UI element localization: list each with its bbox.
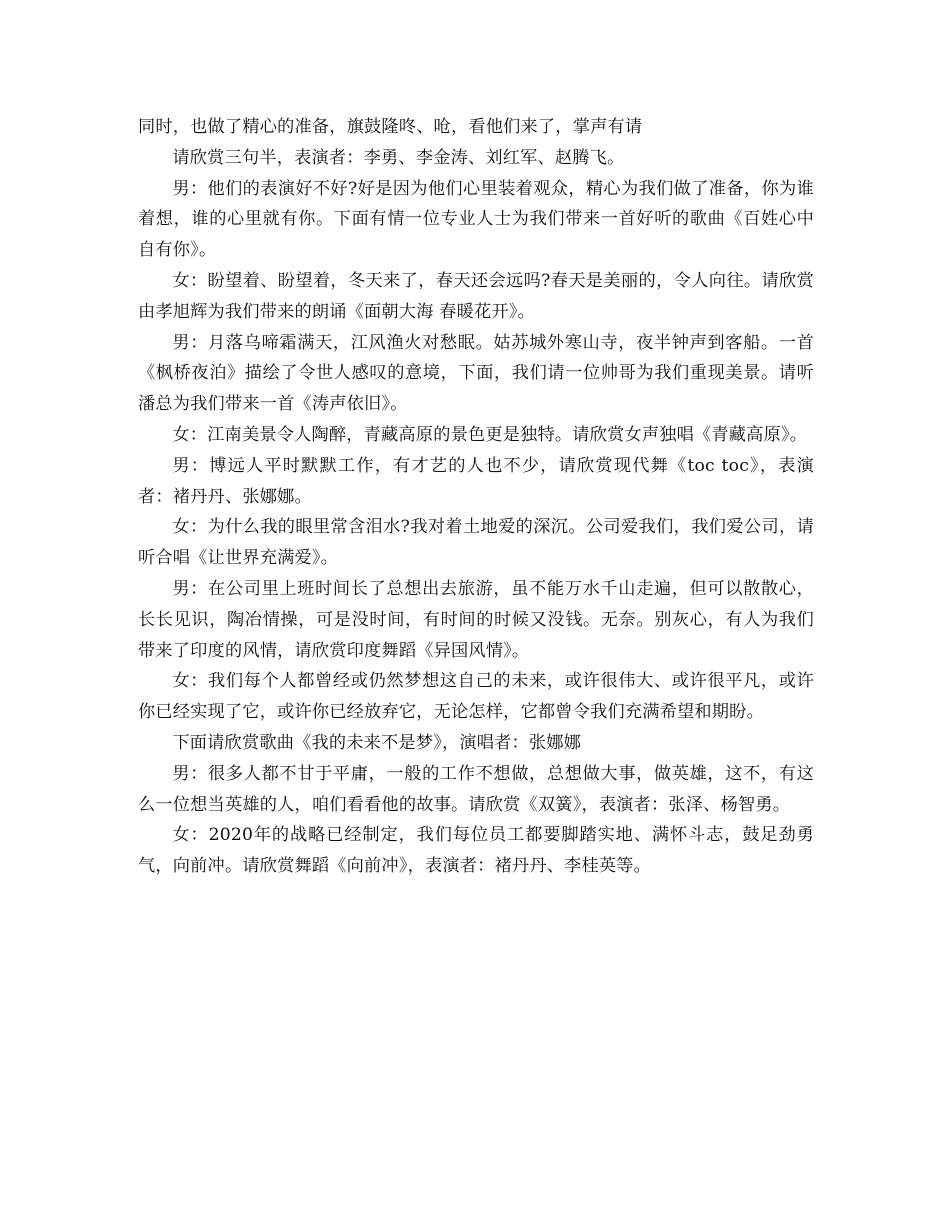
paragraph-sanjuban: 请欣赏三句半，表演者：李勇、李金涛、刘红军、赵腾飞。 [172, 147, 625, 168]
paragraph-female-2: 女：江南美景令人陶醉，青藏高原的景色更是独特。请欣赏女声独唱《青藏高原》。 [172, 424, 808, 445]
document-page [138, 112, 814, 882]
paragraph-female-5: 女：2020年的战略已经制定，我们每位员工都要脚踏实地、满怀斗志，鼓足劲勇气，向前冲。请欣赏舞蹈《向前冲》，表演者：褚丹丹、李桂英等。 [138, 825, 814, 877]
paragraph-female-1: 女：盼望着、盼望着，冬天来了，春天还会远吗?春天是美丽的，令人向往。请欣赏由孝旭辉为我们带来的朗诵《面朝大海 春暖花开》。 [138, 270, 814, 322]
paragraph-male-5: 男：很多人都不甘于平庸，一般的工作不想做，总想做大事，做英雄，这不，有这么一位想当英雄的人，咱们看看他的故事。请欣赏《双簧》，表演者：张泽、杨智勇。 [138, 763, 814, 815]
paragraph-male-2: 男：月落乌啼霜满天，江风渔火对愁眠。姑苏城外寒山寺，夜半钟声到客船。一首《枫桥夜泊》描绘了令世人感叹的意境，下面，我们请一位帅哥为我们重现美景。请听潘总为我们带来一首《涛声依旧》。 [138, 332, 814, 415]
paragraph-female-4: 女：我们每个人都曾经或仍然梦想这自己的未来，或许很伟大、或许很平凡，或许你已经实现了它，或许你已经放弃它，无论怎样，它都曾令我们充满希望和期盼。 [138, 671, 814, 723]
paragraph-continuation: 同时，也做了精心的准备，旗鼓隆咚、呛，看他们来了，掌声有请 [138, 117, 643, 137]
paragraph-male-1: 男：他们的表演好不好?好是因为他们心里装着观众，精心为我们做了准备，你为谁着想，谁的心里就有你。下面有情一位专业人士为我们带来一首好听的歌曲《百姓心中自有你》。 [138, 178, 814, 261]
paragraph-female-3: 女：为什么我的眼里常含泪水?我对着土地爱的深沉。公司爱我们，我们爱公司，请听合唱《让世界充满爱》。 [138, 517, 814, 569]
paragraph-male-3: 男：博远人平时默默工作，有才艺的人也不少，请欣赏现代舞《toc toc》，表演者：褚丹丹、张娜娜。 [138, 455, 814, 507]
paragraph-male-4: 男：在公司里上班时间长了总想出去旅游，虽不能万水千山走遍，但可以散散心，长长见识，陶冶情操，可是没时间，有时间的时候又没钱。无奈。别灰心，有人为我们带来了印度的风情，请欣赏印度舞蹈《异国风情》。 [138, 578, 814, 661]
paragraph-song-intro: 下面请欣赏歌曲《我的未来不是梦》，演唱者：张娜娜 [172, 732, 582, 753]
